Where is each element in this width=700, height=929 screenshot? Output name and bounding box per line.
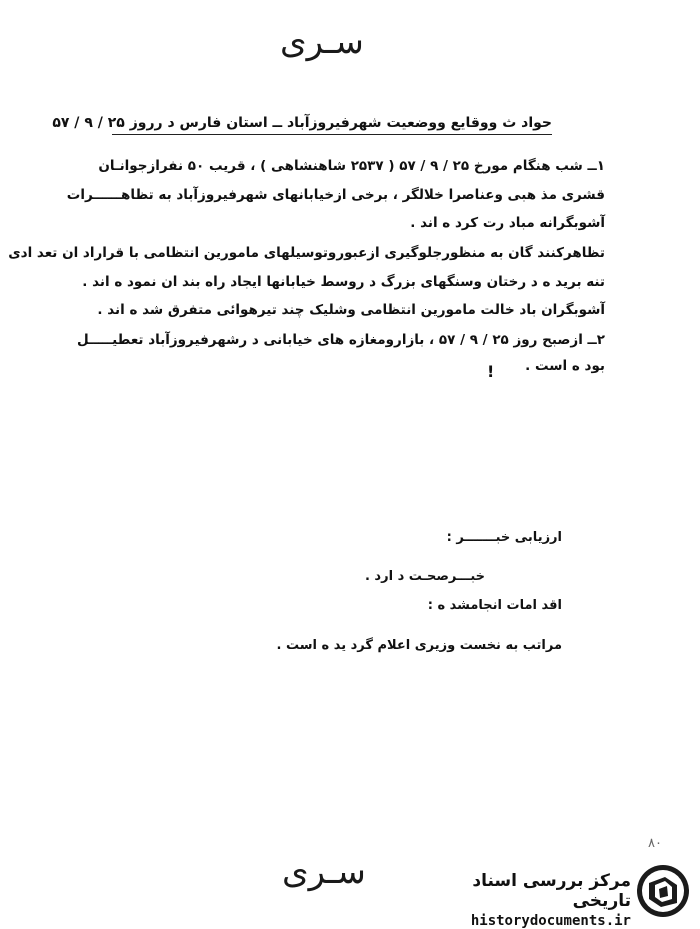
actions-label: اقد امات انجامشد ه :: [427, 598, 562, 613]
actions-value: مراتب به نخست وزیری اعلام گرد ید ه است .: [276, 638, 562, 653]
handwritten-mark: !: [487, 362, 495, 381]
paragraph-line: آشوبگران باد خالت مامورین انتظامی وشلیک چند تیرهوائی متفرق شد ه اند .: [97, 302, 605, 318]
paragraph-line: آشوبگرانه مباد رت کرد ه اند .: [410, 215, 605, 231]
paragraph-line: ۲ــ ازصبح روز ۲۵ / ۹ / ۵۷ ، بازارومغازه های خیابانی د رشهرفیروزآباد تعطیـــــل: [77, 332, 605, 348]
paragraph-line: ۱ــ شب هنگام مورخ ۲۵ / ۹ / ۵۷ ( ۲۵۳۷ شاهنشاهی ) ، قریب ۵۰ نفرازجوانـان: [98, 158, 605, 174]
classification-stamp-bottom: سـری: [282, 852, 366, 892]
paragraph-line: قشری مذ هبی وعناصرا خلالگر ، برخی ازخیابانهای شهرفیروزآباد به تظاهــــــرات: [66, 187, 605, 203]
archive-logo-icon: [635, 863, 691, 919]
document-title: حواد ث ووقایع ووضعیت شهرفیروزآباد ــ استان فارس د رروز ۲۵ / ۹ / ۵۷: [112, 115, 552, 135]
watermark-url: historydocuments.ir: [470, 913, 631, 929]
page-number: ۸۰: [648, 836, 662, 851]
evaluation-value: خبـــرصحـت د ارد .: [364, 569, 485, 584]
watermark-logo: [413, 861, 693, 929]
evaluation-label: ارزیابی خبـــــــر :: [446, 530, 562, 545]
watermark-name: مرکز بررسی اسناد تاریخی: [472, 871, 631, 911]
paragraph-line: تنه برید ه د رختان وسنگهای بزرگ د روسط خیابانها ایجاد راه بند ان نمود ه اند .: [82, 274, 605, 290]
classification-stamp-top: سـری: [280, 22, 364, 62]
paragraph-line: بود ه است .: [525, 358, 605, 374]
paragraph-line: تظاهرکنند گان به منظورجلوگیری ازعبوروتوسیلهای مامورین انتظامی با قراراد ان تعد ادی: [8, 245, 605, 261]
